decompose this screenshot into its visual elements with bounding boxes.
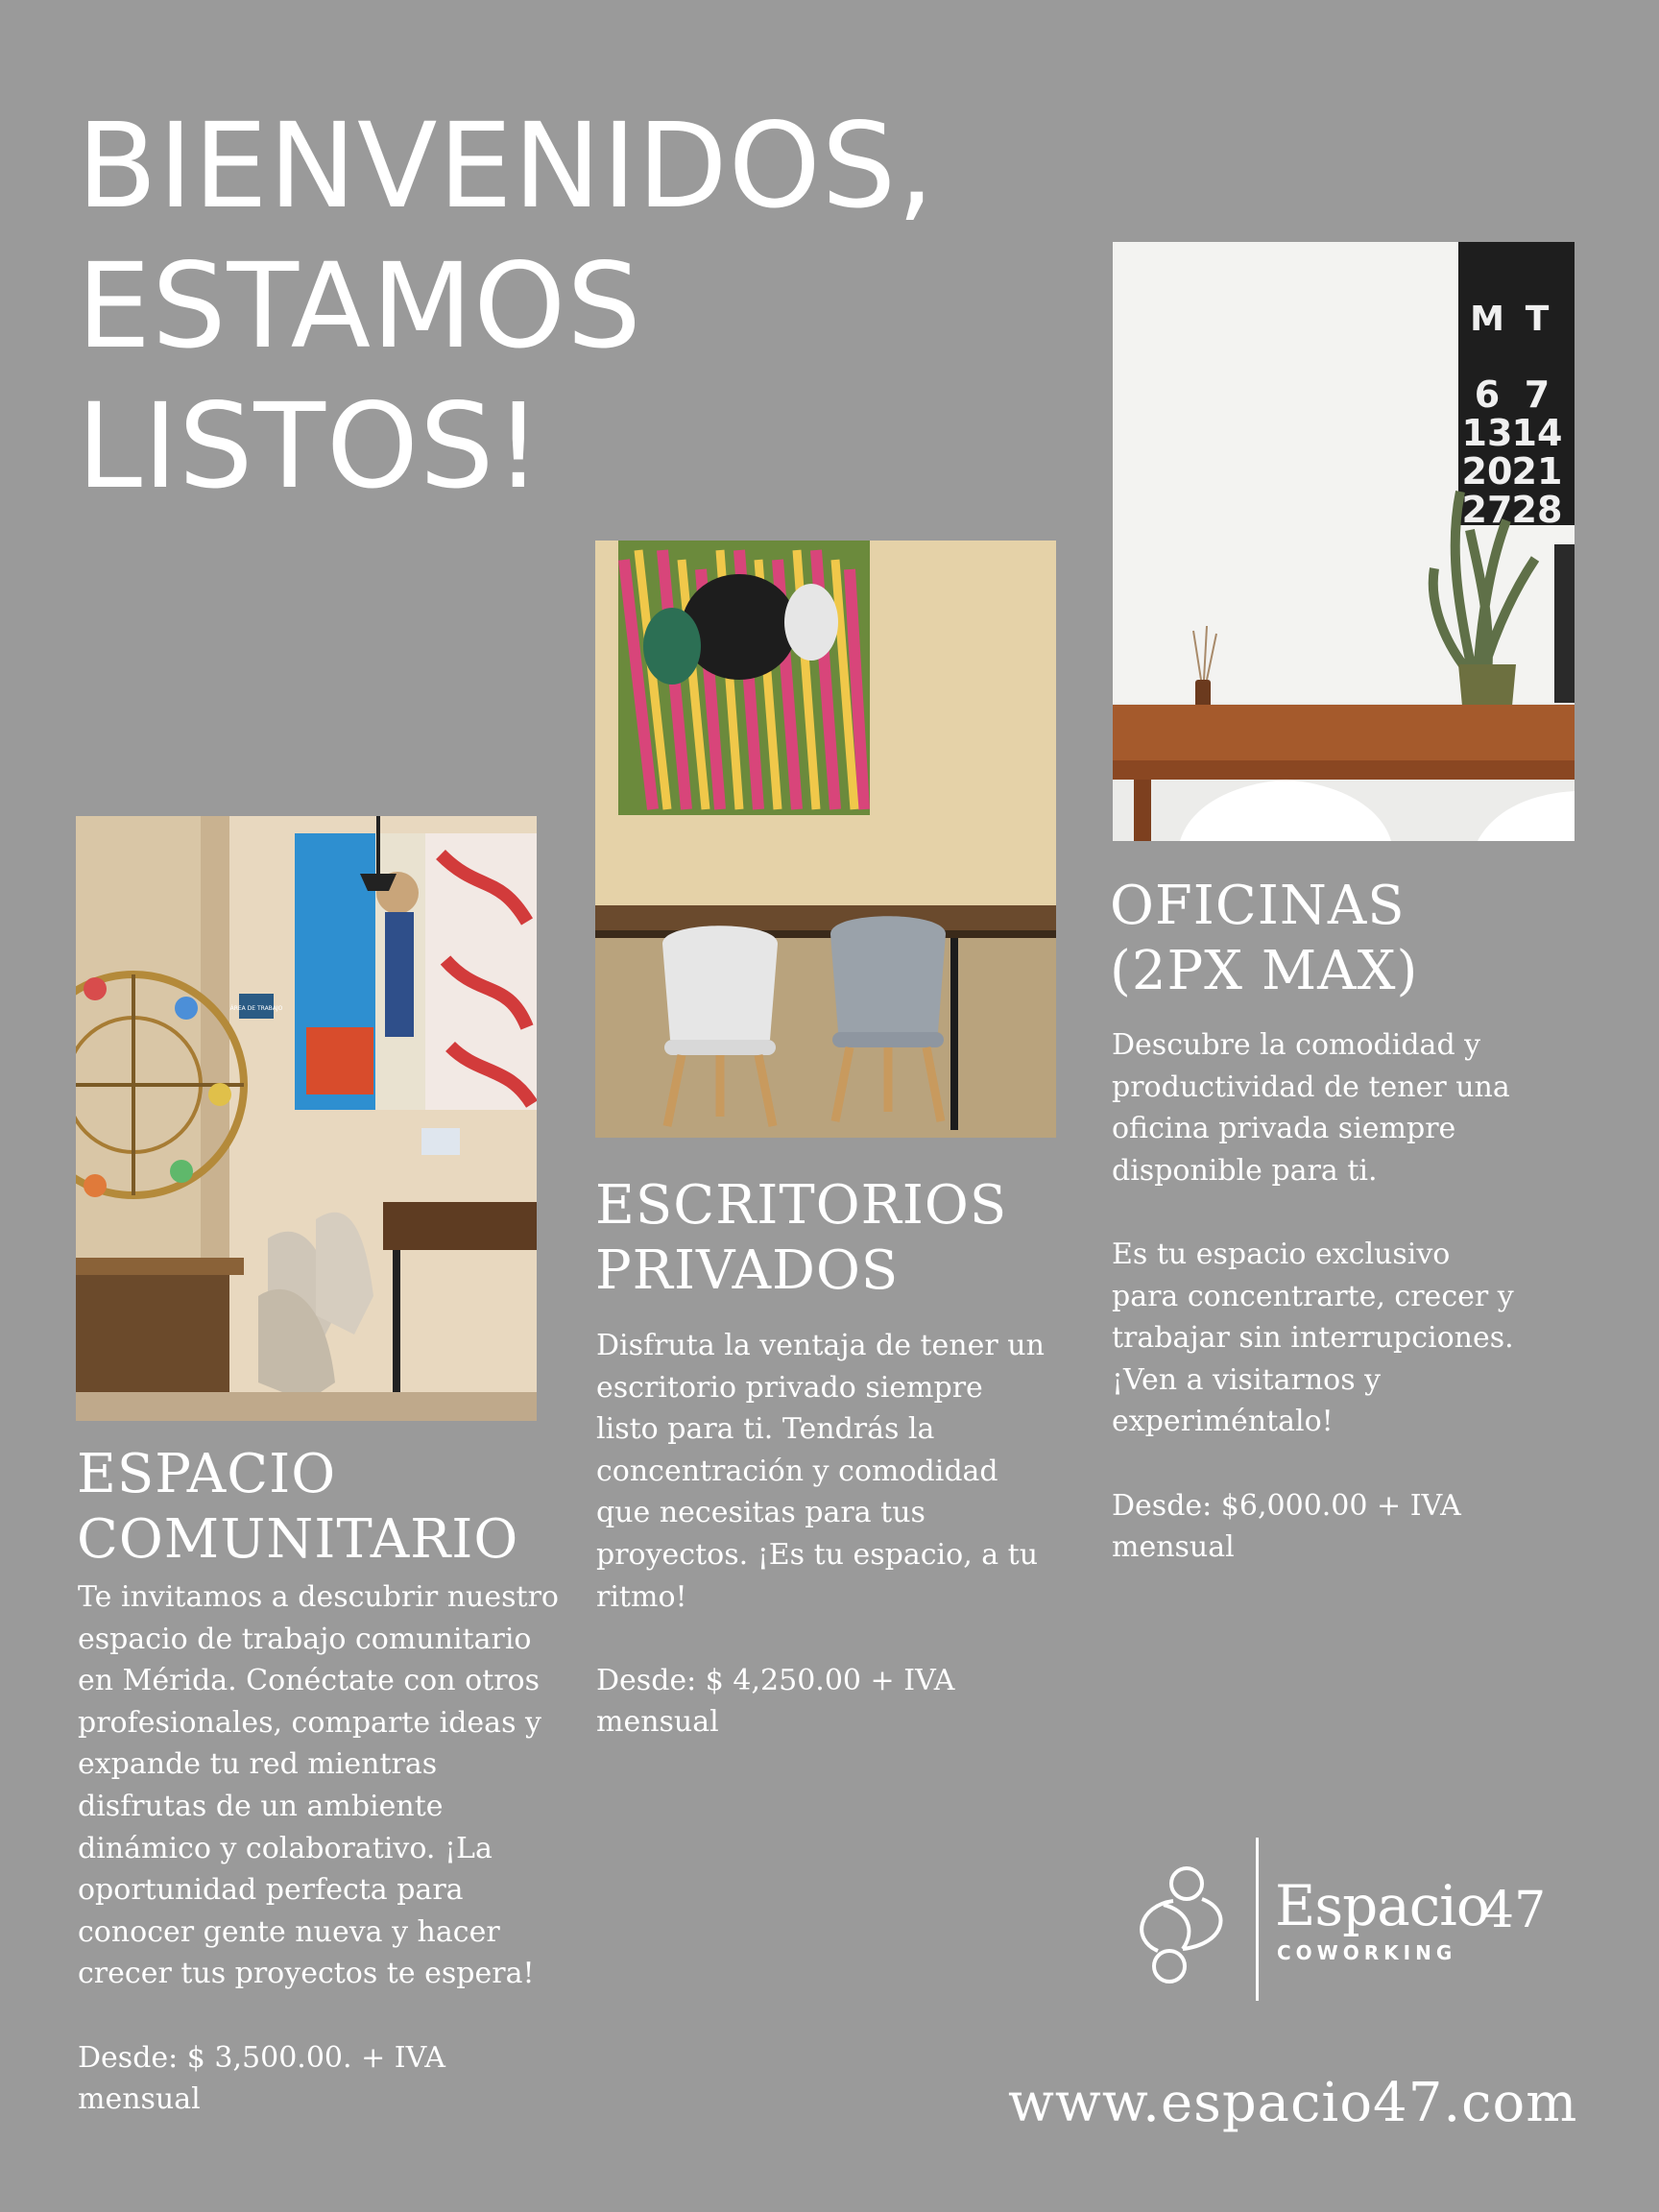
headline-line: LISTOS! [77,378,543,515]
card-body-line: crecer tus proyectos te espera! [78,1957,535,1991]
photo-oficinas [1113,242,1575,841]
card-body-line: dinámico y colaborativo. ¡La [78,1831,493,1865]
card-title-line: OFICINAS [1110,875,1406,937]
card-body-line: que necesitas para tus [596,1496,926,1530]
card-body-line: productividad de tener una [1112,1070,1510,1104]
card-title-escritorios-privados [595,1173,1007,1304]
card-price-line: mensual [78,2082,201,2117]
card-price-line: Desde: $ 4,250.00 + IVA [596,1663,955,1697]
card-body-line: para concentrarte, crecer y [1112,1279,1514,1313]
headline-line: BIENVENIDOS, [77,98,935,234]
card-title-line: COMUNITARIO [77,1508,519,1571]
calendar-date: 7 [1524,373,1551,416]
calendar-date: 27 [1461,489,1513,531]
logo-divider [1256,1838,1259,2001]
calendar-date: 13 [1461,412,1513,454]
card-body-line: concentración y comodidad [596,1454,998,1488]
card-body-line: Es tu espacio exclusivo [1112,1237,1451,1271]
card-body-line: escritorio privado siempre [596,1370,983,1405]
card-body-line: trabajar sin interrupciones. [1112,1321,1514,1356]
card-title-line: ESCRITORIOS [595,1174,1008,1237]
calendar-day: T [1525,300,1550,339]
logo-number: 47 [1482,1882,1547,1939]
card-body-line: oficina privada siempre [1112,1112,1456,1146]
card-text-espacio-comunitario [78,1576,596,2121]
headline [77,96,935,517]
card-title-line: PRIVADOS [595,1239,900,1302]
card-body-line: expande tu red mientras [78,1747,438,1782]
card-price-line: mensual [596,1705,719,1740]
card-title-oficinas [1110,874,1418,1004]
card-price-line: Desde: $6,000.00 + IVA [1112,1488,1461,1523]
espacio47-logo [1129,1834,1571,2007]
card-body-line: Descubre la comodidad y [1112,1028,1481,1062]
card-body-line: ritmo! [596,1579,687,1614]
calendar-date: 28 [1511,489,1563,531]
card-body-line: profesionales, comparte ideas y [78,1705,541,1740]
card-body-line: disfrutas de un ambiente [78,1789,444,1823]
card-body-line: ¡Ven a visitarnos y [1112,1362,1382,1397]
card-body-line: en Mérida. Conéctate con otros [78,1664,540,1698]
wall-sign-text: ÁREA DE TRABAJO [229,1005,283,1012]
card-price-line: mensual [1112,1530,1235,1565]
card-text-oficinas [1112,1024,1592,1569]
card-body-line: espacio de trabajo comunitario [78,1622,532,1656]
card-body-line: Te invitamos a descubrir nuestro [78,1580,559,1614]
logo-wordmark: Espacio [1275,1873,1489,1938]
card-title-line: ESPACIO [77,1443,337,1505]
calendar-date: 6 [1474,373,1501,416]
photo-espacio-comunitario [76,816,537,1421]
card-body-line: disponible para ti. [1112,1153,1378,1188]
card-body-line: experiméntalo! [1112,1405,1334,1439]
photo-escritorios-privados [595,541,1056,1138]
card-body-line: listo para ti. Tendrás la [596,1412,935,1447]
card-title-espacio-comunitario [77,1442,518,1573]
card-body-line: proyectos. ¡Es tu espacio, a tu [596,1537,1039,1572]
card-body-line: oportunidad perfecta para [78,1873,464,1908]
calendar-day: M [1470,300,1504,339]
card-body-line: conocer gente nueva y hacer [78,1914,500,1949]
card-price-line: Desde: $ 3,500.00. + IVA [78,2040,445,2075]
logo-subtitle: COWORKING [1277,1941,1457,1964]
card-body-line: Disfruta la ventaja de tener un [596,1329,1045,1362]
calendar-date: 20 [1461,450,1513,493]
headline-line: ESTAMOS [77,238,642,374]
website-url[interactable]: www.espacio47.com [1008,2072,1578,2134]
calendar-date: 14 [1511,412,1563,454]
card-title-line: (2PX MAX) [1110,940,1419,1002]
card-text-escritorios-privados [596,1325,1076,1743]
logo-mark-icon [1129,1863,1237,1987]
calendar-date: 21 [1511,450,1563,493]
